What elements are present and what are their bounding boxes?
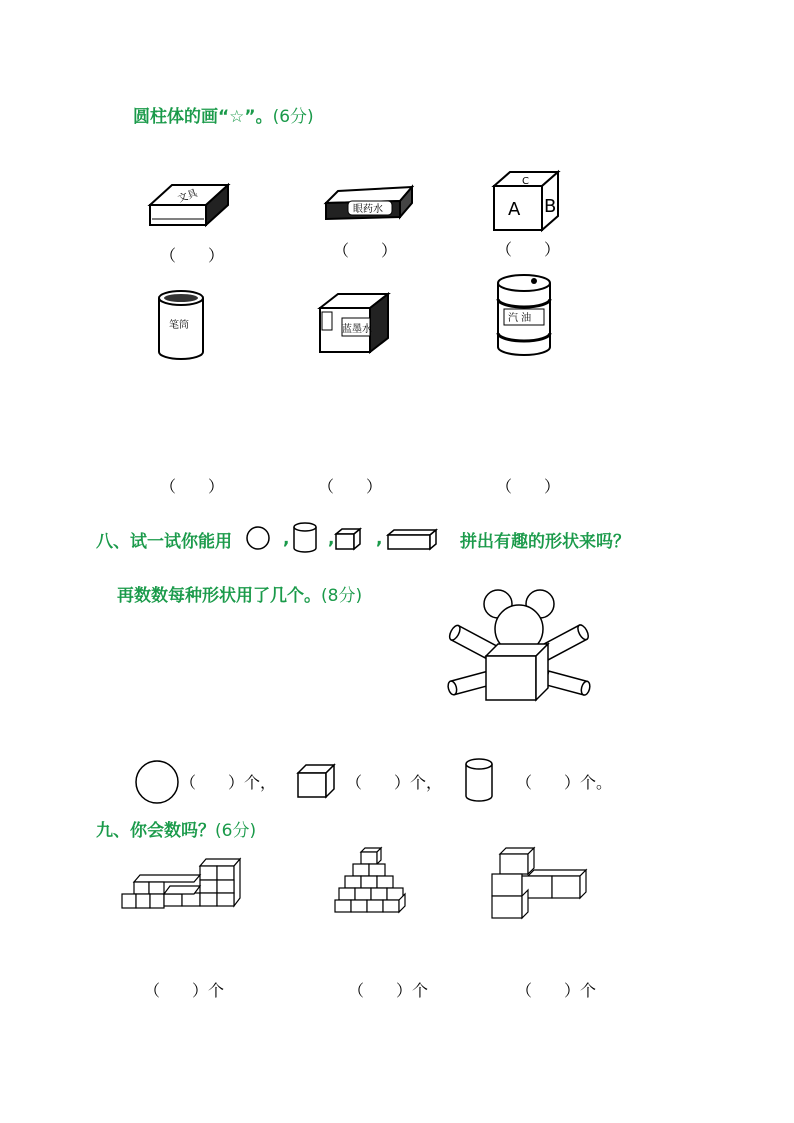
count-cube-icon — [296, 763, 336, 799]
count-answer-2[interactable]: （ ）个 — [348, 981, 429, 1000]
cube-stack-figure-1 — [120, 856, 245, 914]
section8-subtitle: 再数数每种形状用了几个。(8分) — [117, 586, 363, 606]
eye-drops-box-image — [324, 183, 416, 223]
separator-1: , — [283, 529, 290, 549]
gasoline-label: 汽 油 — [508, 313, 532, 324]
count-cube-blank[interactable]: （ ）个， — [346, 773, 443, 792]
separator-3: , — [376, 529, 383, 549]
count-answer-3[interactable]: （ ）个 — [516, 981, 597, 1000]
section9-title: 九、你会数吗？(6分) — [96, 821, 257, 841]
count-answer-1[interactable]: （ ）个 — [144, 981, 225, 1000]
cube-face-top: C — [522, 176, 529, 187]
shapes-figure-image — [446, 584, 591, 704]
separator-2: , — [328, 529, 335, 549]
circle-shape-icon — [245, 525, 273, 551]
answer-blank-4[interactable]: （ ） — [160, 477, 225, 496]
count-cylinder-icon — [464, 758, 494, 804]
answer-blank-1[interactable]: （ ） — [160, 246, 225, 265]
ink-box-image — [318, 292, 390, 354]
section7-title: 圆柱体的画“☆”。(6分) — [133, 107, 314, 127]
gasoline-drum-image — [496, 273, 552, 357]
pen-holder-image — [157, 290, 205, 362]
letter-cube-image — [492, 170, 562, 232]
stationery-box-label: 文具 — [176, 187, 200, 206]
answer-blank-2[interactable]: （ ） — [333, 241, 398, 260]
cube-face-side: B — [544, 196, 557, 217]
cube-stack-figure-3 — [490, 846, 590, 920]
stationery-box-image — [148, 183, 230, 228]
pen-holder-label: 笔筒 — [169, 320, 189, 331]
ink-box-label: 蓝墨水 — [342, 324, 372, 335]
answer-blank-3[interactable]: （ ） — [496, 240, 561, 259]
count-circle-blank[interactable]: （ ）个， — [180, 773, 277, 792]
count-cylinder-blank[interactable]: （ ）个。 — [516, 773, 613, 792]
cube-pyramid-figure-2 — [333, 846, 408, 914]
count-circle-icon — [134, 760, 182, 806]
section8-title-suffix: 拼出有趣的形状来吗？ — [460, 532, 630, 552]
cube-face-front: A — [508, 199, 521, 220]
section8-title-prefix: 八、试一试你能用 — [96, 532, 232, 552]
eye-drops-label: 眼药水 — [353, 204, 383, 215]
cuboid-shape-icon — [386, 528, 438, 552]
answer-blank-5[interactable]: （ ） — [318, 477, 383, 496]
answer-blank-6[interactable]: （ ） — [496, 477, 561, 496]
cube-shape-icon — [334, 527, 362, 551]
cylinder-shape-icon — [292, 522, 318, 554]
